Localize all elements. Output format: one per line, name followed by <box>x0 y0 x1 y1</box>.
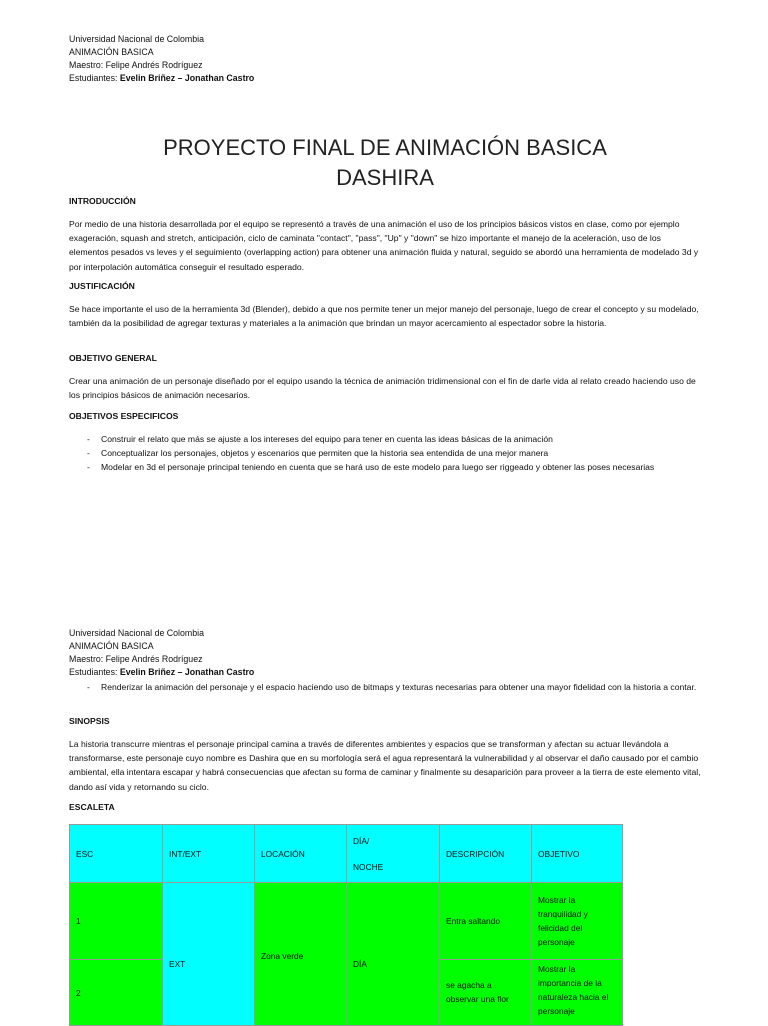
general-objective-heading: OBJETIVO GENERAL <box>69 353 157 363</box>
general-objective-text: Crear una animación de un personaje diseñado por el equipo usando la técnica de animación tridimensional con el fin de darle vida al relato creado haciendo uso de los principios básicos de animación necesarios. <box>69 376 696 401</box>
row2-description: se agacha a observar una flor <box>440 960 532 1026</box>
justification-text: Se hace importante el uso de la herramienta 3d (Blender), debido a que nos permite tener un mejor manejo del personaje, luego de crear el concepto y su modelado, también da la posibilidad de agregar texturas y materiales a la animación que brindan un mayor acercamiento al espectador sobre la historia. <box>69 304 699 329</box>
intro-section <box>69 194 701 274</box>
title-line-1: PROYECTO FINAL DE ANIMACIÓN BASICA <box>163 135 607 160</box>
page1-header <box>69 33 701 85</box>
header-cell-location: LOCACIÓN <box>255 825 347 883</box>
synopsis-text: La historia transcurre mientras el personaje principal camina a través de diferentes ambientes y espacios que se transforman y afectan su actuar llevándola a transformarse, este personaje cuyo nombre es Dashira que en su morfología será el agua representará la vulnerabilidad y al observar el daño causado por el cambio ambiental, ella intentara escapar y habrá consecuencias que afectan su forma de caminar y finalmente su desaparición para proveer a la tierra de este elemento vital, dando así vida y retornando su ciclo. <box>69 739 701 792</box>
synopsis-section <box>69 714 701 794</box>
students-line <box>69 666 701 679</box>
teacher-name: Maestro: Felipe Andrés Rodríguez <box>69 60 203 70</box>
specific-objectives-section <box>69 409 701 474</box>
intro-text: Por medio de una historia desarrollada por el equipo se representó a través de una animación el uso de los principios básicos vistos en clase, como por ejemplo exageración, squash and stretch, anticipación, ciclo de caminata "contact", "pass", "Up" y "down" se hizo importante el manejo de la aceleración, uso de los elementos pesados vs leves y el seguimiento (overlapping action) para obtener una animación fluida y natural, seguido se abordó una herramienta de modelado 3d y por interpolación automática conseguir el resultado esperado. <box>69 219 699 272</box>
university-name: Universidad Nacional de Colombia <box>69 34 204 44</box>
teacher-name: Maestro: Felipe Andrés Rodríguez <box>69 654 203 664</box>
row2-esc: 2 <box>70 960 163 1026</box>
document-title <box>69 133 701 193</box>
header-cell-description: DESCRIPCIÓN <box>440 825 532 883</box>
escaleta-heading: ESCALETA <box>69 802 115 812</box>
row1-objective: Mostrar la tranquilidad y felicidad del personaje <box>532 883 623 960</box>
synopsis-heading: SINOPSIS <box>69 716 110 726</box>
table-row <box>70 883 623 960</box>
list-item: - Conceptualizar los personajes, objetos y escenarios que permiten que la historia sea entendida de una mejor manera <box>69 446 701 460</box>
title-line-2: DASHIRA <box>336 165 434 190</box>
students-line <box>69 72 701 85</box>
list-item: - Modelar en 3d el personaje principal teniendo en cuenta que se hará uso de este modelo para luego ser riggeado y obtener las poses necesarias <box>69 460 701 474</box>
page2-objectives-list <box>69 680 701 694</box>
students-label: Estudiantes: <box>69 667 120 677</box>
row2-objective: Mostrar la importancia de la naturaleza hacia el personaje <box>532 960 623 1026</box>
list-item: - Construir el relato que más se ajuste a los intereses del equipo para tener en cuenta las ideas básicas de la animación <box>69 432 701 446</box>
location-cell: Zona verde <box>255 883 347 1026</box>
day-night-cell: DÍA <box>347 883 440 1026</box>
escaleta-table <box>69 824 623 1026</box>
course-name: ANIMACIÓN BASICA <box>69 47 154 57</box>
students-names: Evelin Briñez – Jonathan Castro <box>119 667 255 677</box>
intro-heading: INTRODUCCIÓN <box>69 196 136 206</box>
header-cell-day-night <box>347 825 440 883</box>
row1-description: Entra saltando <box>440 883 532 960</box>
table-header-row <box>70 825 623 883</box>
header-cell-int-ext: INT/EXT <box>163 825 255 883</box>
specific-objectives-list <box>69 432 701 474</box>
list-item: - Renderizar la animación del personaje y el espacio haciendo uso de bitmaps y texturas necesarias para obtener una mayor fidelidad con la historia a contar. <box>69 680 701 694</box>
header-night: NOCHE <box>353 861 384 872</box>
header-cell-objective: OBJETIVO <box>532 825 623 883</box>
int-ext-cell: EXT <box>163 883 255 1026</box>
row1-esc: 1 <box>70 883 163 960</box>
page2-header <box>69 627 701 679</box>
escaleta-section <box>69 800 701 814</box>
header-cell-esc: ESC <box>70 825 163 883</box>
justification-section <box>69 279 701 330</box>
students-names: Evelin Briñez – Jonathan Castro <box>119 73 255 83</box>
students-label: Estudiantes: <box>69 73 120 83</box>
university-name: Universidad Nacional de Colombia <box>69 628 204 638</box>
course-name: ANIMACIÓN BASICA <box>69 641 154 651</box>
header-day: DÍA/ <box>353 835 370 846</box>
page2-objectives-continued <box>69 680 701 694</box>
specific-objectives-heading: OBJETIVOS ESPECIFICOS <box>69 411 179 421</box>
general-objective-section <box>69 351 701 402</box>
justification-heading: JUSTIFICACIÓN <box>69 281 135 291</box>
